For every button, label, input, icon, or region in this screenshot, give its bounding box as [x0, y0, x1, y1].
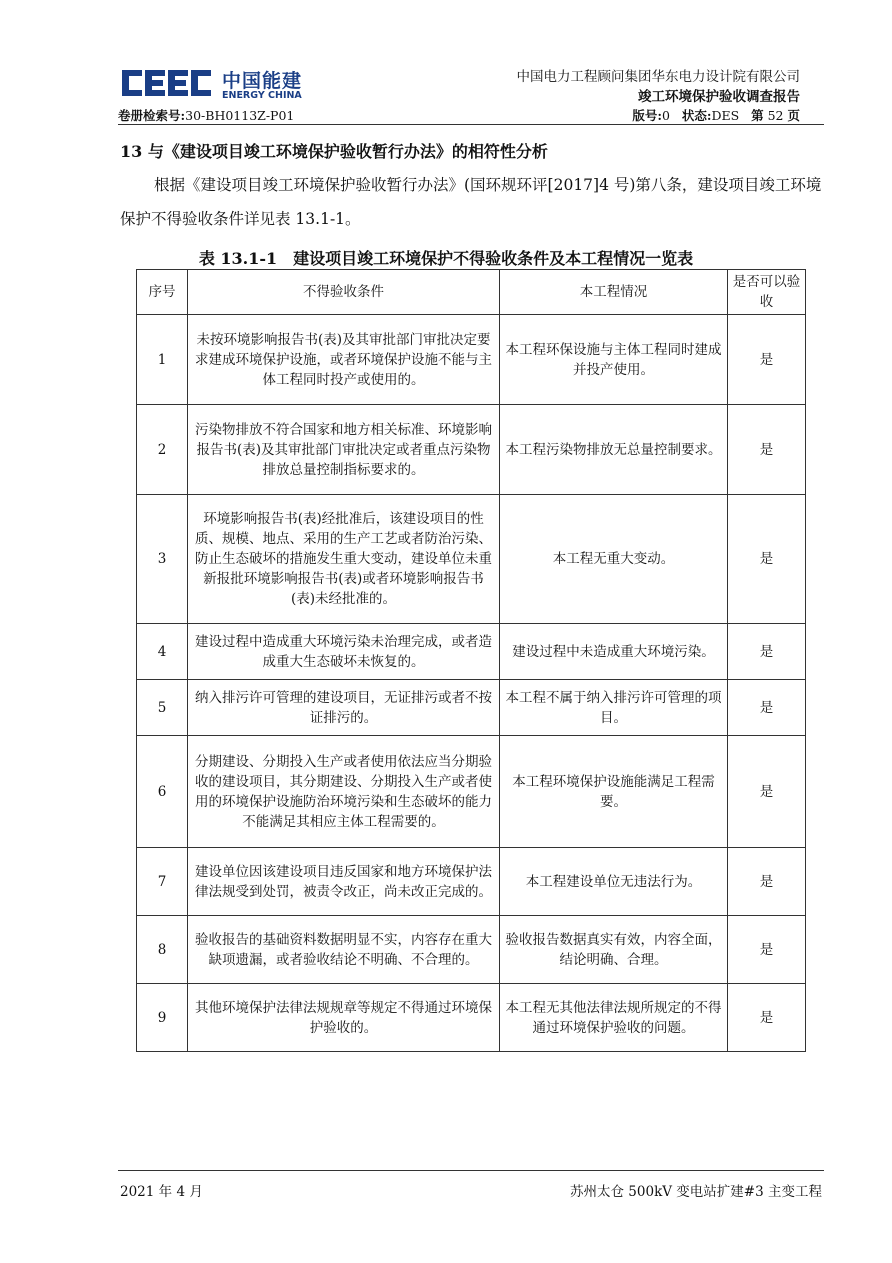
row-situation: 本工程建设单位无违法行为。 [500, 848, 728, 916]
row-result: 是 [728, 984, 806, 1052]
header-result: 是否可以验收 [728, 270, 806, 315]
row-situation: 本工程无重大变动。 [500, 495, 728, 624]
row-no: 2 [137, 405, 188, 495]
row-result: 是 [728, 495, 806, 624]
intro-paragraph: 根据《建设项目竣工环境保护验收暂行办法》(国环规环评[2017]4 号)第八条，建设项目竣工环境保护不得验收条件详见表 13.1-1。 [120, 176, 822, 228]
row-no: 5 [137, 680, 188, 736]
row-situation: 本工程环境保护设施能满足工程需要。 [500, 736, 728, 848]
acceptance-conditions-table [136, 269, 806, 1052]
row-result: 是 [728, 916, 806, 984]
page-header [118, 62, 824, 124]
table-row [137, 736, 806, 848]
row-result: 是 [728, 848, 806, 916]
row-condition: 验收报告的基础资料数据明显不实，内容存在重大缺项遗漏，或者验收结论不明确、不合理的。 [188, 916, 500, 984]
page-suffix: 页 [787, 108, 800, 123]
row-no: 1 [137, 315, 188, 405]
logo-cn-text: 中国能建 [222, 70, 303, 92]
table-row [137, 916, 806, 984]
row-no: 7 [137, 848, 188, 916]
row-result: 是 [728, 680, 806, 736]
header-no: 序号 [137, 270, 188, 315]
table-row [137, 315, 806, 405]
logo-en-text: ENERGY CHINA [222, 90, 302, 101]
status-value: DES [711, 108, 740, 123]
footer-project: 苏州太仓 500kV 变电站扩建#3 主变工程 [570, 1184, 822, 1200]
report-name: 竣工环境保护验收调查报告 [638, 89, 800, 105]
header-condition: 不得验收条件 [188, 270, 500, 315]
table-row [137, 624, 806, 680]
row-condition: 建设过程中造成重大环境污染未治理完成，或者造成重大生态破坏未恢复的。 [188, 624, 500, 680]
row-situation: 本工程污染物排放无总量控制要求。 [500, 405, 728, 495]
header-divider [118, 124, 824, 125]
page-prefix: 第 [751, 108, 764, 123]
row-situation: 本工程无其他法律法规所规定的不得通过环境保护验收的问题。 [500, 984, 728, 1052]
page-number: 52 [767, 108, 784, 123]
row-result: 是 [728, 624, 806, 680]
header-situation: 本工程情况 [500, 270, 728, 315]
row-condition: 建设单位因该建设项目违反国家和地方环境保护法律法规受到处罚，被责令改正，尚未改正完成的。 [188, 848, 500, 916]
table-caption: 表 13.1-1 建设项目竣工环境保护不得验收条件及本工程情况一览表 [198, 249, 694, 268]
row-condition: 未按环境影响报告书(表)及其审批部门审批决定要求建成环境保护设施，或者环境保护设施不能与主体工程同时投产或使用的。 [188, 315, 500, 405]
footer-divider [118, 1170, 824, 1171]
row-situation: 本工程不属于纳入排污许可管理的项目。 [500, 680, 728, 736]
row-condition: 环境影响报告书(表)经批准后，该建设项目的性质、规模、地点、采用的生产工艺或者防治污染、防止生态破坏的措施发生重大变动，建设单位未重新报批环境影响报告书(表)或者环境影响报告书(表)未经批准的。 [188, 495, 500, 624]
footer-date: 2021 年 4 月 [120, 1184, 203, 1200]
version-status-page [632, 106, 800, 124]
row-situation: 本工程环保设施与主体工程同时建成并投产使用。 [500, 315, 728, 405]
version-label: 版号: [632, 108, 662, 123]
status-label: 状态: [681, 108, 712, 123]
table-row [137, 495, 806, 624]
section-title: 13 与《建设项目竣工环境保护验收暂行办法》的相符性分析 [120, 142, 548, 161]
row-result: 是 [728, 736, 806, 848]
row-condition: 污染物排放不符合国家和地方相关标准、环境影响报告书(表)及其审批部门审批决定或者重点污染物排放总量控制指标要求的。 [188, 405, 500, 495]
ceec-logo-icon [120, 68, 216, 98]
row-no: 8 [137, 916, 188, 984]
row-situation: 建设过程中未造成重大环境污染。 [500, 624, 728, 680]
row-result: 是 [728, 405, 806, 495]
row-no: 6 [137, 736, 188, 848]
row-situation: 验收报告数据真实有效，内容全面，结论明确、合理。 [500, 916, 728, 984]
doc-number [118, 106, 294, 124]
row-condition: 纳入排污许可管理的建设项目，无证排污或者不按证排污的。 [188, 680, 500, 736]
organization-name: 中国电力工程顾问集团华东电力设计院有限公司 [516, 69, 800, 85]
version-value: 0 [661, 108, 670, 123]
row-no: 4 [137, 624, 188, 680]
row-no: 9 [137, 984, 188, 1052]
doc-number-label: 卷册检索号: [118, 108, 186, 123]
table-row [137, 848, 806, 916]
row-result: 是 [728, 315, 806, 405]
row-condition: 分期建设、分期投入生产或者使用依法应当分期验收的建设项目，其分期建设、分期投入生产或者使用的环境保护设施防治环境污染和生态破坏的能力不能满足其相应主体工程需要的。 [188, 736, 500, 848]
row-no: 3 [137, 495, 188, 624]
table-row [137, 405, 806, 495]
table-header-row [137, 270, 806, 315]
row-condition: 其他环境保护法律法规规章等规定不得通过环境保护验收的。 [188, 984, 500, 1052]
table-row [137, 680, 806, 736]
doc-number-value: 30-BH0113Z-P01 [185, 108, 295, 123]
table-row [137, 984, 806, 1052]
